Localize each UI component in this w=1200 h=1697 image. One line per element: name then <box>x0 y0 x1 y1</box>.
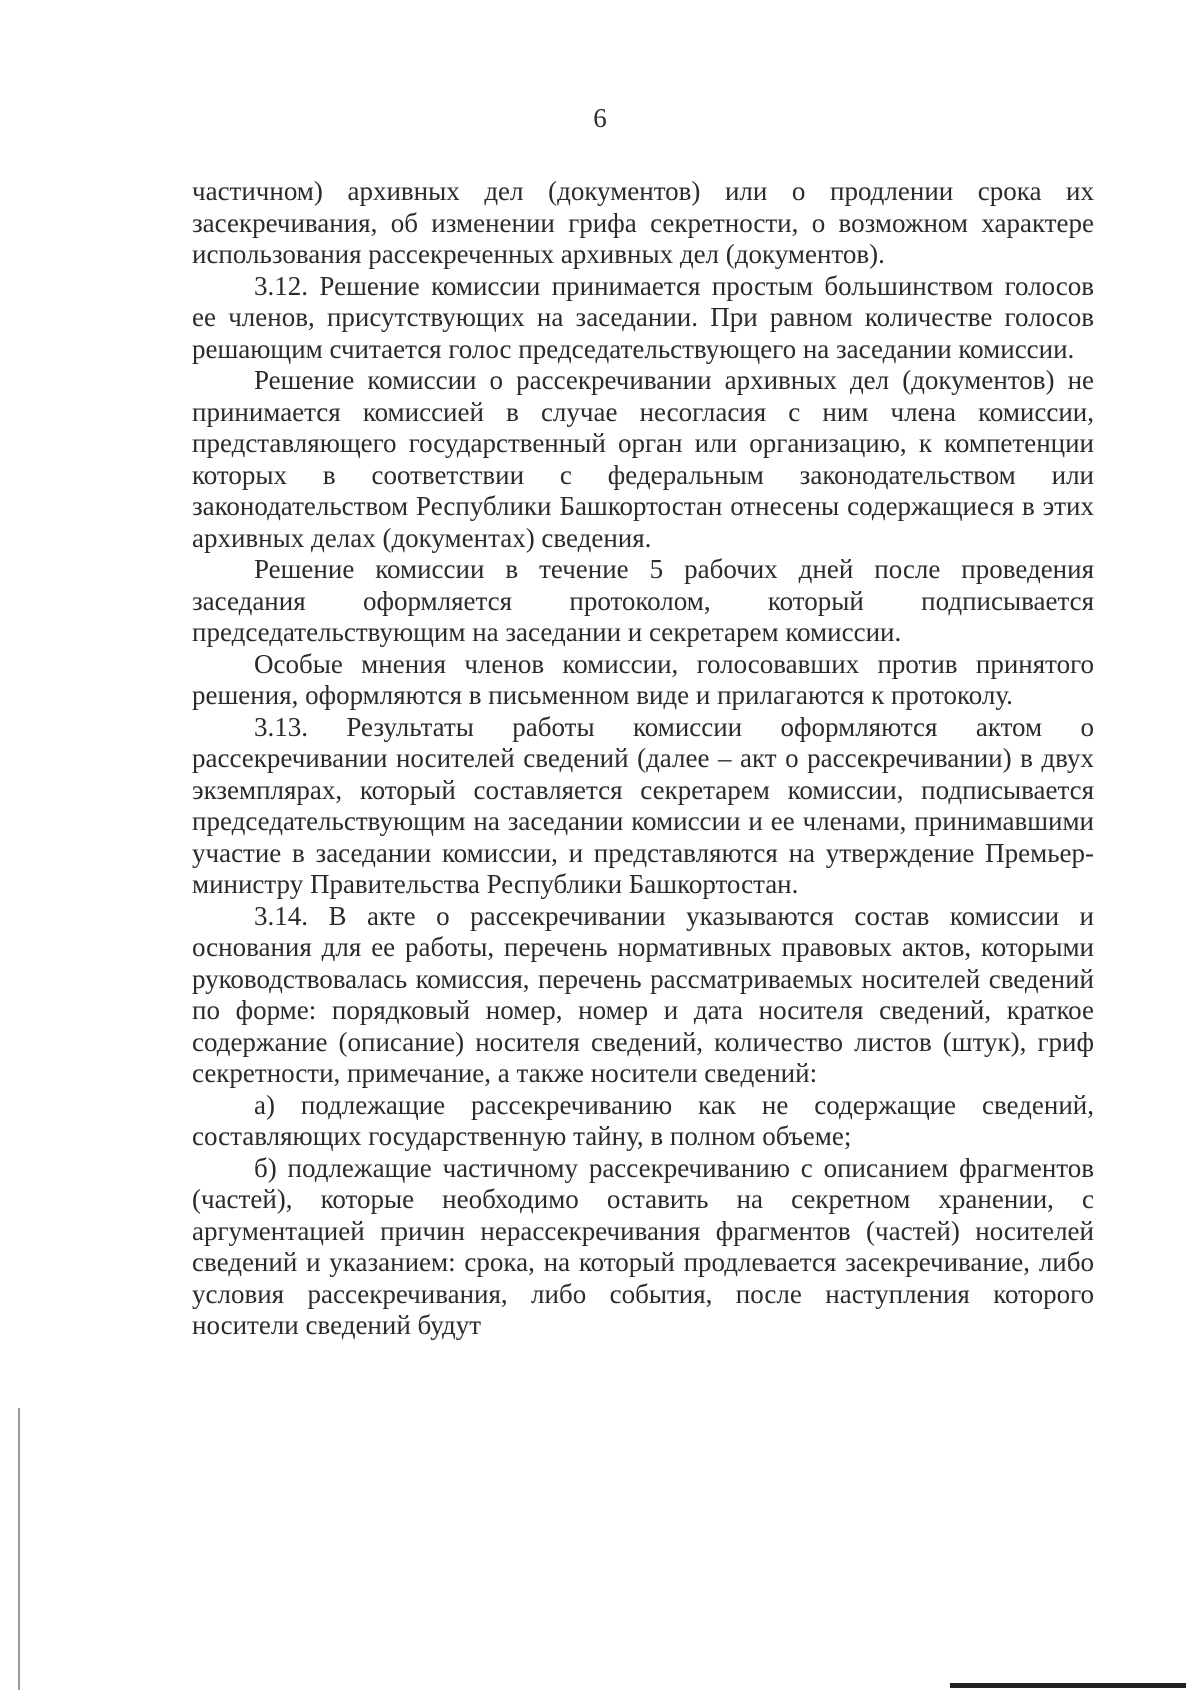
paragraph: Особые мнения членов комиссии, голосовавших против принятого решения, оформляются в письменном виде и прилагаются к протоколу. <box>192 648 1094 710</box>
paragraph-3-14: 3.14. В акте о рассекречивании указываются состав комиссии и основания для ее работы, перечень нормативных правовых актов, которыми руководствовалась комиссия, перечень рассматриваемых носителей сведений по форме: порядковый номер, номер и дата носителя сведений, краткое содержание (описание) носителя сведений, количество листов (штук), гриф секретности, примечание, а также носители сведений: <box>192 900 1094 1088</box>
list-item-a: а) подлежащие рассекречиванию как не содержащие сведений, составляющих государственную тайну, в полном объеме; <box>192 1089 1094 1151</box>
scan-bottom-bar <box>950 1683 1186 1688</box>
paragraph: Решение комиссии о рассекречивании архивных дел (документов) не принимается комиссией в случае несогласия с ним члена комиссии, представляющего государственный орган или организацию, к компетенции которых в соответствии с федеральным законодательством или законодательством Республики Башкортостан отнесены содержащиеся в этих архивных делах (документах) сведения. <box>192 365 1094 553</box>
document-body <box>192 176 1094 1342</box>
page-number: 6 <box>593 103 607 133</box>
paragraph-continuation: частичном) архивных дел (документов) или о продлении срока их засекречивания, об изменении грифа секретности, о возможном характере использования рассекреченных архивных дел (документов). <box>192 176 1094 269</box>
paragraph-3-12: 3.12. Решение комиссии принимается простым большинством голосов ее членов, присутствующих на заседании. При равном количестве голосов решающим считается голос председательствующего на заседании комиссии. <box>192 270 1094 364</box>
scan-edge-line <box>18 1408 20 1690</box>
list-item-b: б) подлежащие частичному рассекречиванию с описанием фрагментов (частей), которые необходимо оставить на секретном хранении, с аргументацией причин нерассекречивания фрагментов (частей) носителей сведений и указанием: срока, на который продлевается засекречивание, либо условия рассекречивания, либо события, после наступления которого носители сведений будут <box>192 1152 1094 1340</box>
paragraph-3-13: 3.13. Результаты работы комиссии оформляются актом о рассекречивании носителей сведений (далее – акт о рассекречивании) в двух экземплярах, который составляется секретарем комиссии, подписывается председательствующим на заседании комиссии и ее членами, принимавшими участие в заседании комиссии, и представляются на утверждение Премьер-министру Правительства Республики Башкортостан. <box>192 711 1094 899</box>
paragraph: Решение комиссии в течение 5 рабочих дней после проведения заседания оформляется протоколом, который подписывается председательствующим на заседании и секретарем комиссии. <box>192 554 1094 647</box>
